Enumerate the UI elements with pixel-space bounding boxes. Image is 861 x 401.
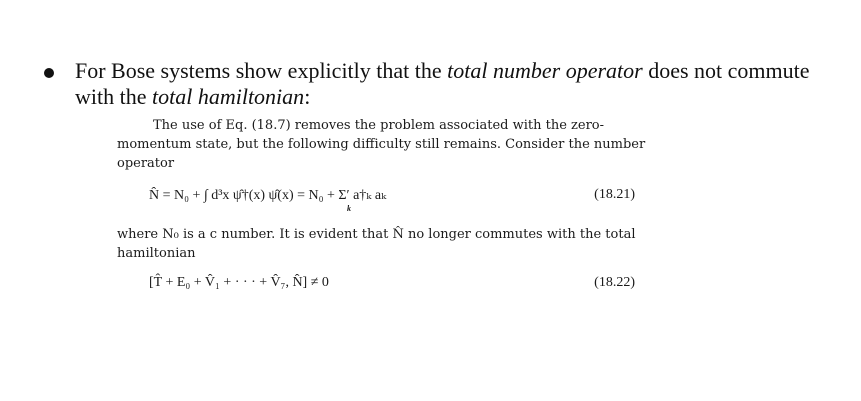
bullet-item [30, 58, 830, 110]
textbook-excerpt [117, 116, 646, 299]
equation-number: (18.21) [594, 187, 635, 202]
equation-text: N̂ = N₀ + ∫ d³x ψ̂†(x) ψ̂(x) = N₀ + Σ′ a†ₖ aₖ [149, 188, 387, 203]
bullet-text-part: For Bose systems show explicitly that the [75, 58, 448, 83]
bullet-text-part: does not commute with the [75, 58, 810, 109]
sum-subscript: k [347, 204, 351, 213]
equation-row [117, 271, 637, 299]
equation-number: (18.22) [594, 275, 635, 290]
equation-number-operator [149, 187, 387, 213]
bullet-italic-term: total number operator [447, 58, 643, 83]
excerpt-paragraph [117, 116, 646, 173]
bullet-text-part: : [304, 84, 311, 109]
excerpt-line: The use of Eq. (18.7) removes the problem associated with the zero- [153, 118, 605, 133]
bullet-italic-term: total hamiltonian [152, 84, 305, 109]
equation-row [117, 183, 637, 217]
excerpt-line: where N₀ is a c number. It is evident that N̂ no longer commutes with the total [117, 227, 636, 242]
bullet-dot-icon [44, 68, 54, 78]
excerpt-paragraph [117, 225, 637, 263]
bullet-text [75, 58, 830, 110]
excerpt-line: hamiltonian [117, 246, 196, 261]
excerpt-line: momentum state, but the following difficulty still remains. Consider the number [117, 137, 646, 152]
equation-commutator: [T̂ + E₀ + V̂₁ + · · · + V̂₇, N̂] ≠ 0 [149, 275, 329, 290]
excerpt-line: operator [117, 156, 175, 171]
